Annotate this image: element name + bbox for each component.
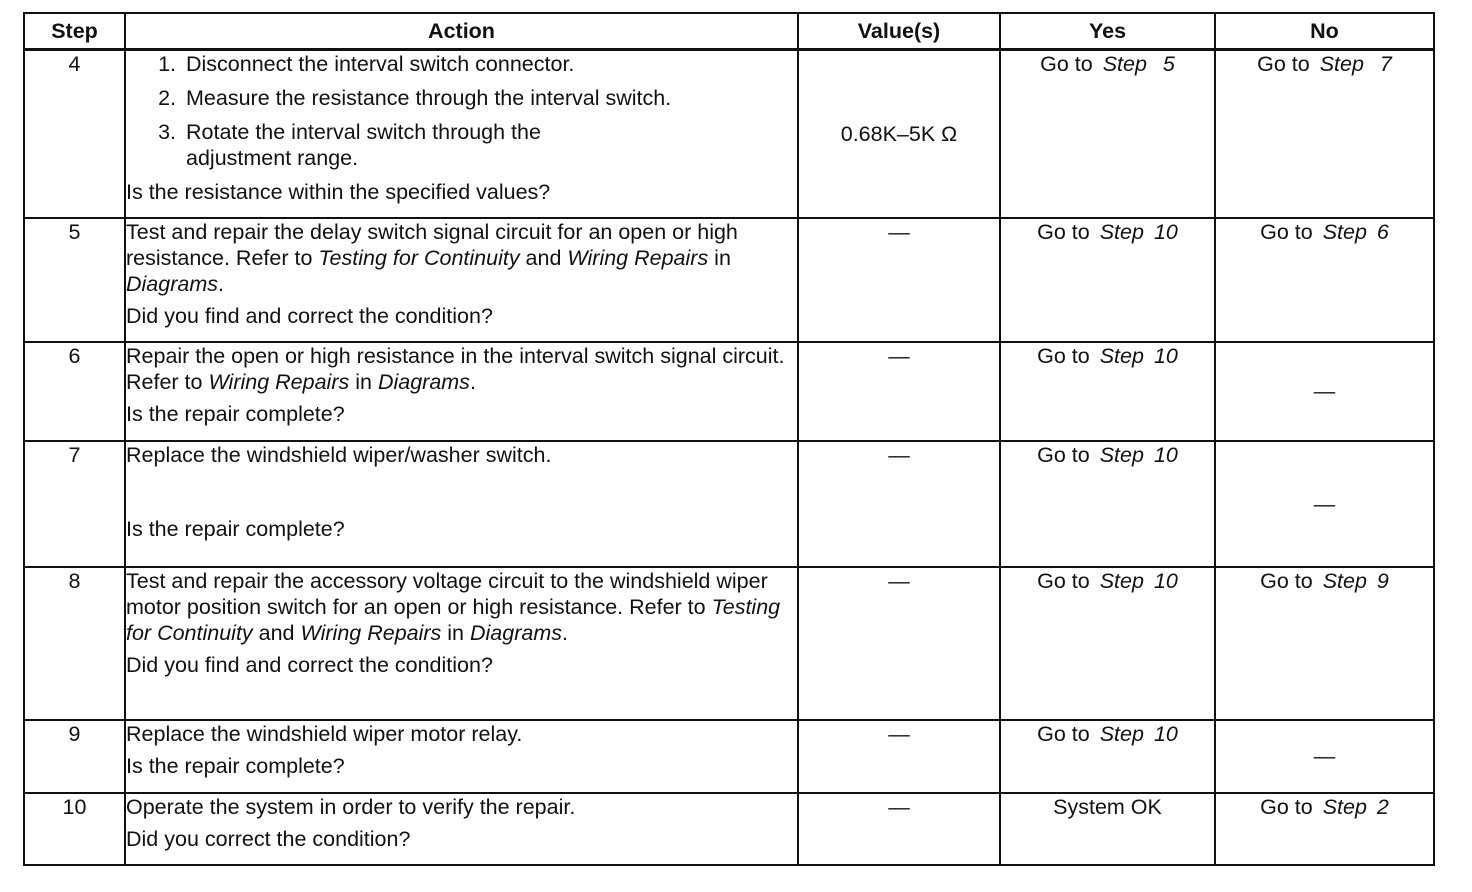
action-text: Test and repair the delay switch signal circuit for an open or high resistance. Refer to Testing for Continuity and Wiring Repairs in Diagrams. <box>126 219 738 296</box>
header-step: Step <box>24 13 125 50</box>
header-yes: Yes <box>1000 13 1215 50</box>
value-cell: — <box>798 218 1000 342</box>
action-cell <box>125 50 798 218</box>
step-number: 9 <box>24 720 125 793</box>
no-cell: Go to Step 2 <box>1215 793 1434 865</box>
step-number: 7 <box>24 441 125 567</box>
table-row <box>24 793 1434 865</box>
value-cell: — <box>798 793 1000 865</box>
step-number: 10 <box>24 793 125 865</box>
action-cell <box>125 342 798 441</box>
header-values: Value(s) <box>798 13 1000 50</box>
substep: 1. Disconnect the interval switch connector. <box>182 51 797 77</box>
header-no: No <box>1215 13 1434 50</box>
step-number: 5 <box>24 218 125 342</box>
step-number: 8 <box>24 567 125 720</box>
yes-cell: System OK <box>1000 793 1215 865</box>
no-cell: Go to Step 7 <box>1215 50 1434 218</box>
action-substeps <box>126 51 797 171</box>
header-row <box>24 13 1434 50</box>
table-row <box>24 342 1434 441</box>
step-number: 6 <box>24 342 125 441</box>
value-cell: — <box>798 720 1000 793</box>
action-question: Is the resistance within the specified values? <box>126 180 551 204</box>
action-text: Operate the system in order to verify the repair. <box>126 794 576 819</box>
header-action: Action <box>125 13 798 50</box>
action-cell <box>125 720 798 793</box>
value-cell: — <box>798 342 1000 441</box>
no-cell: Go to Step 9 <box>1215 567 1434 720</box>
action-question: Did you correct the condition? <box>126 826 411 851</box>
action-question: Did you find and correct the condition? <box>126 303 493 328</box>
no-cell: Go to Step 6 <box>1215 218 1434 342</box>
action-text: Test and repair the accessory voltage circuit to the windshield wiper motor position switch for an open or high resistance. Refer to Testing for Continuity and Wiring Repairs in Diagrams. <box>126 568 781 645</box>
yes-cell: Go to Step 10 <box>1000 441 1215 567</box>
table-row <box>24 720 1434 793</box>
substep: 2. Measure the resistance through the interval switch. <box>182 85 797 111</box>
action-cell <box>125 441 798 567</box>
action-text: Replace the windshield wiper/washer switch. <box>126 442 552 467</box>
action-question: Is the repair complete? <box>126 753 345 778</box>
no-cell: — <box>1215 720 1434 793</box>
action-text: Repair the open or high resistance in the interval switch signal circuit. Refer to Wiring Repairs in Diagrams. <box>126 343 785 394</box>
action-question: Is the repair complete? <box>126 516 345 541</box>
table-row <box>24 50 1434 218</box>
table-row <box>24 567 1434 720</box>
action-question: Did you find and correct the condition? <box>126 652 493 677</box>
value-cell: — <box>798 567 1000 720</box>
no-cell: — <box>1215 441 1434 567</box>
table-row <box>24 218 1434 342</box>
action-text: Replace the windshield wiper motor relay. <box>126 721 523 746</box>
step-number: 4 <box>24 50 125 218</box>
action-question: Is the repair complete? <box>126 401 345 426</box>
yes-cell: Go to Step 5 <box>1000 50 1215 218</box>
no-cell: — <box>1215 342 1434 441</box>
action-cell <box>125 793 798 865</box>
value-cell: — <box>798 441 1000 567</box>
table-row <box>24 441 1434 567</box>
yes-cell: Go to Step 10 <box>1000 567 1215 720</box>
yes-cell: Go to Step 10 <box>1000 720 1215 793</box>
yes-cell: Go to Step 10 <box>1000 342 1215 441</box>
action-cell <box>125 218 798 342</box>
yes-cell: Go to Step 10 <box>1000 218 1215 342</box>
value-cell: 0.68K–5K Ω <box>798 50 1000 218</box>
substep: 3. Rotate the interval switch through the adjustment range. <box>182 119 616 171</box>
action-cell <box>125 567 798 720</box>
diagnostic-table <box>23 12 1435 866</box>
